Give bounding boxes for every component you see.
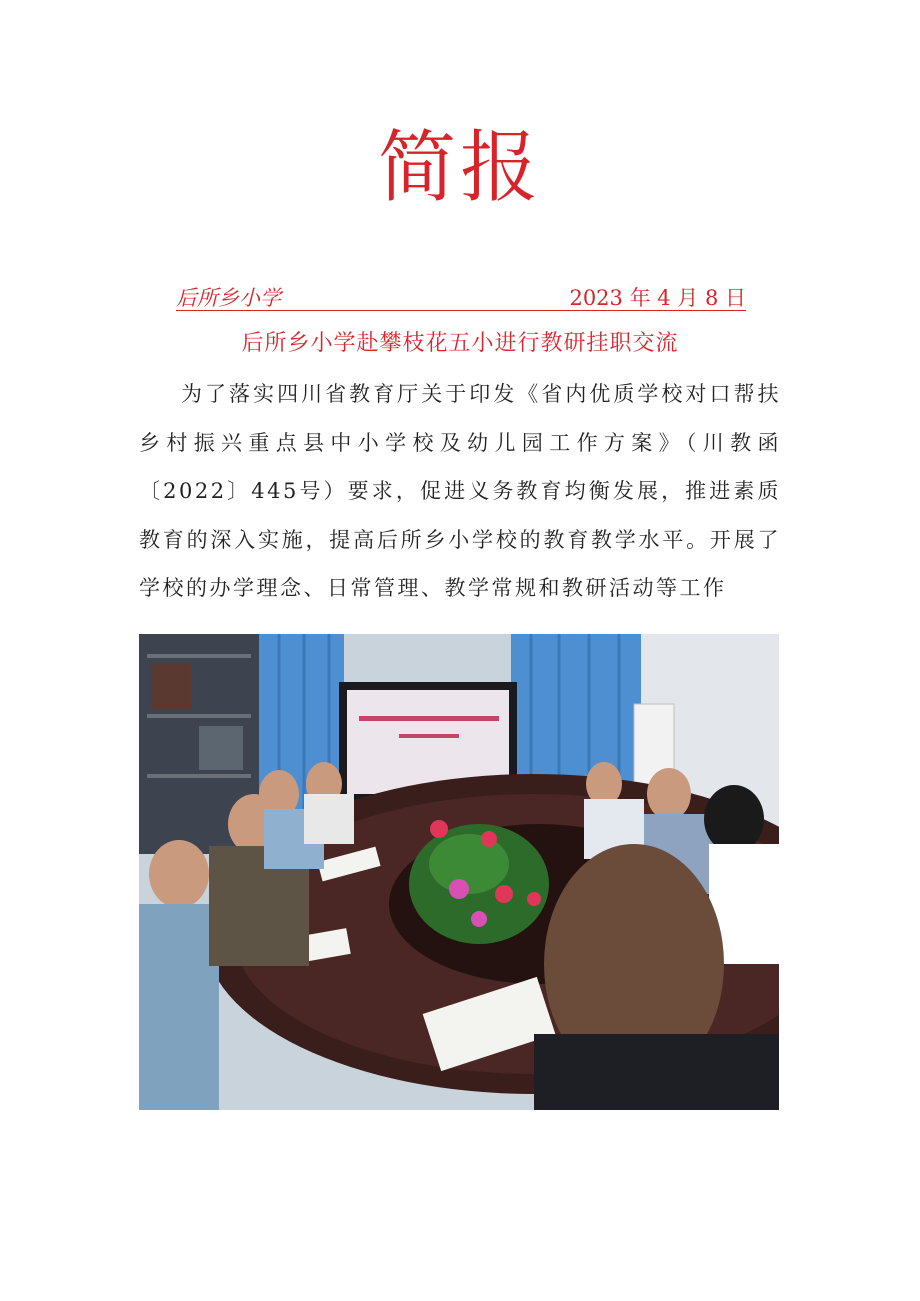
byline bbox=[176, 280, 746, 311]
article-headline: 后所乡小学赴攀枝花五小进行教研挂职交流 bbox=[241, 331, 679, 356]
meeting-photo bbox=[139, 634, 779, 1110]
organization-name: 后所乡小学 bbox=[176, 286, 281, 310]
article-body: 为了落实四川省教育厅关于印发《省内优质学校对口帮扶乡村振兴重点县中小学校及幼儿园工作方案》（川教函〔2022〕445号）要求，促进义务教育均衡发展，推进素质教育的深入实施，提高后所乡小学校的教育教学水平。开展了学校的办学理念、日常管理、教学常规和教研活动等工作 bbox=[139, 382, 781, 600]
publish-date: 2023 年 4 月 8 日 bbox=[569, 286, 746, 310]
masthead-title: 简报 bbox=[377, 123, 542, 213]
